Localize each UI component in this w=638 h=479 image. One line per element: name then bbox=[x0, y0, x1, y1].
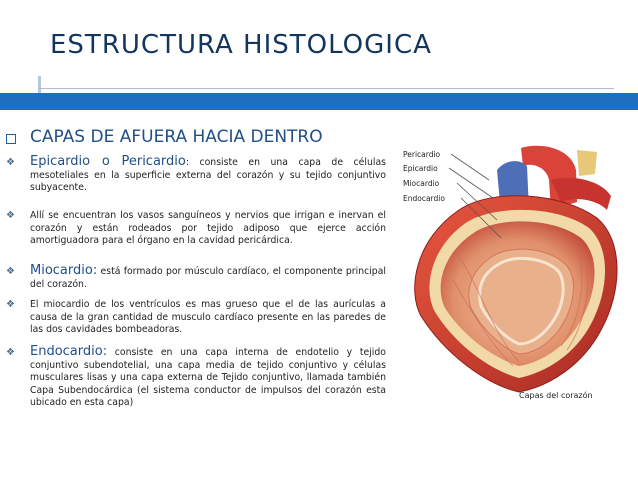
diamond-bullet-icon: ❖ bbox=[6, 299, 15, 310]
item-text: está formado por músculo cardíaco, el componente principal del corazón. bbox=[30, 266, 386, 290]
figure-label-endocardio: Endocardio bbox=[403, 194, 445, 203]
title-underline bbox=[38, 88, 614, 89]
item-lead: Epicardio o Pericardio bbox=[30, 154, 186, 169]
item-text: : consiste en una capa de células mesoteliales en la superficie externa del corazón y su tejido conjuntivo subyacente. bbox=[30, 157, 386, 194]
diamond-bullet-icon: ❖ bbox=[6, 157, 15, 168]
item-lead: Miocardio: bbox=[30, 263, 98, 278]
diamond-bullet-icon: ❖ bbox=[6, 266, 15, 277]
figure-label-pericardio: Pericardio bbox=[403, 150, 441, 159]
diamond-bullet-icon: ❖ bbox=[6, 210, 15, 221]
heart-layers-figure bbox=[401, 140, 627, 400]
square-bullet-icon bbox=[6, 134, 16, 144]
figure-label-miocardio: Miocardio bbox=[403, 179, 440, 188]
vessel-branch-shape bbox=[577, 150, 597, 176]
diamond-bullet-icon: ❖ bbox=[6, 347, 15, 358]
item-text: El miocardio de los ventrículos es mas grueso que el de las aurículas a causa de la gran cantidad de musculo cardíaco presente en las paredes de las dos cavidades bombeadoras. bbox=[30, 299, 386, 336]
accent-bar bbox=[0, 93, 638, 110]
section-heading: CAPAS DE AFUERA HACIA DENTRO bbox=[30, 127, 323, 147]
figure-label-epicardio: Epicardio bbox=[403, 164, 438, 173]
item-text: consiste en una capa interna de endotelio y tejido conjuntivo subendotelial, una capa media de tejido conjuntivo y células musculares lisas y una capa externa de Tejido conjuntivo, llamada también Capa Subendocárdica (el sistema conductor de impulsos del corazón esta ubicado en esta capa) bbox=[30, 347, 386, 409]
item-lead: Endocardio: bbox=[30, 344, 108, 359]
item-text: Allí se encuentran los vasos sanguíneos y nervios que irrigan e inervan el corazón y están rodeados por tejido adiposo que ejerce acción amortiguadora para el órgano en la cavidad pericárdica. bbox=[30, 210, 386, 247]
figure-caption: Capas del corazón bbox=[519, 391, 593, 400]
slide-title: ESTRUCTURA HISTOLOGICA bbox=[50, 30, 432, 60]
